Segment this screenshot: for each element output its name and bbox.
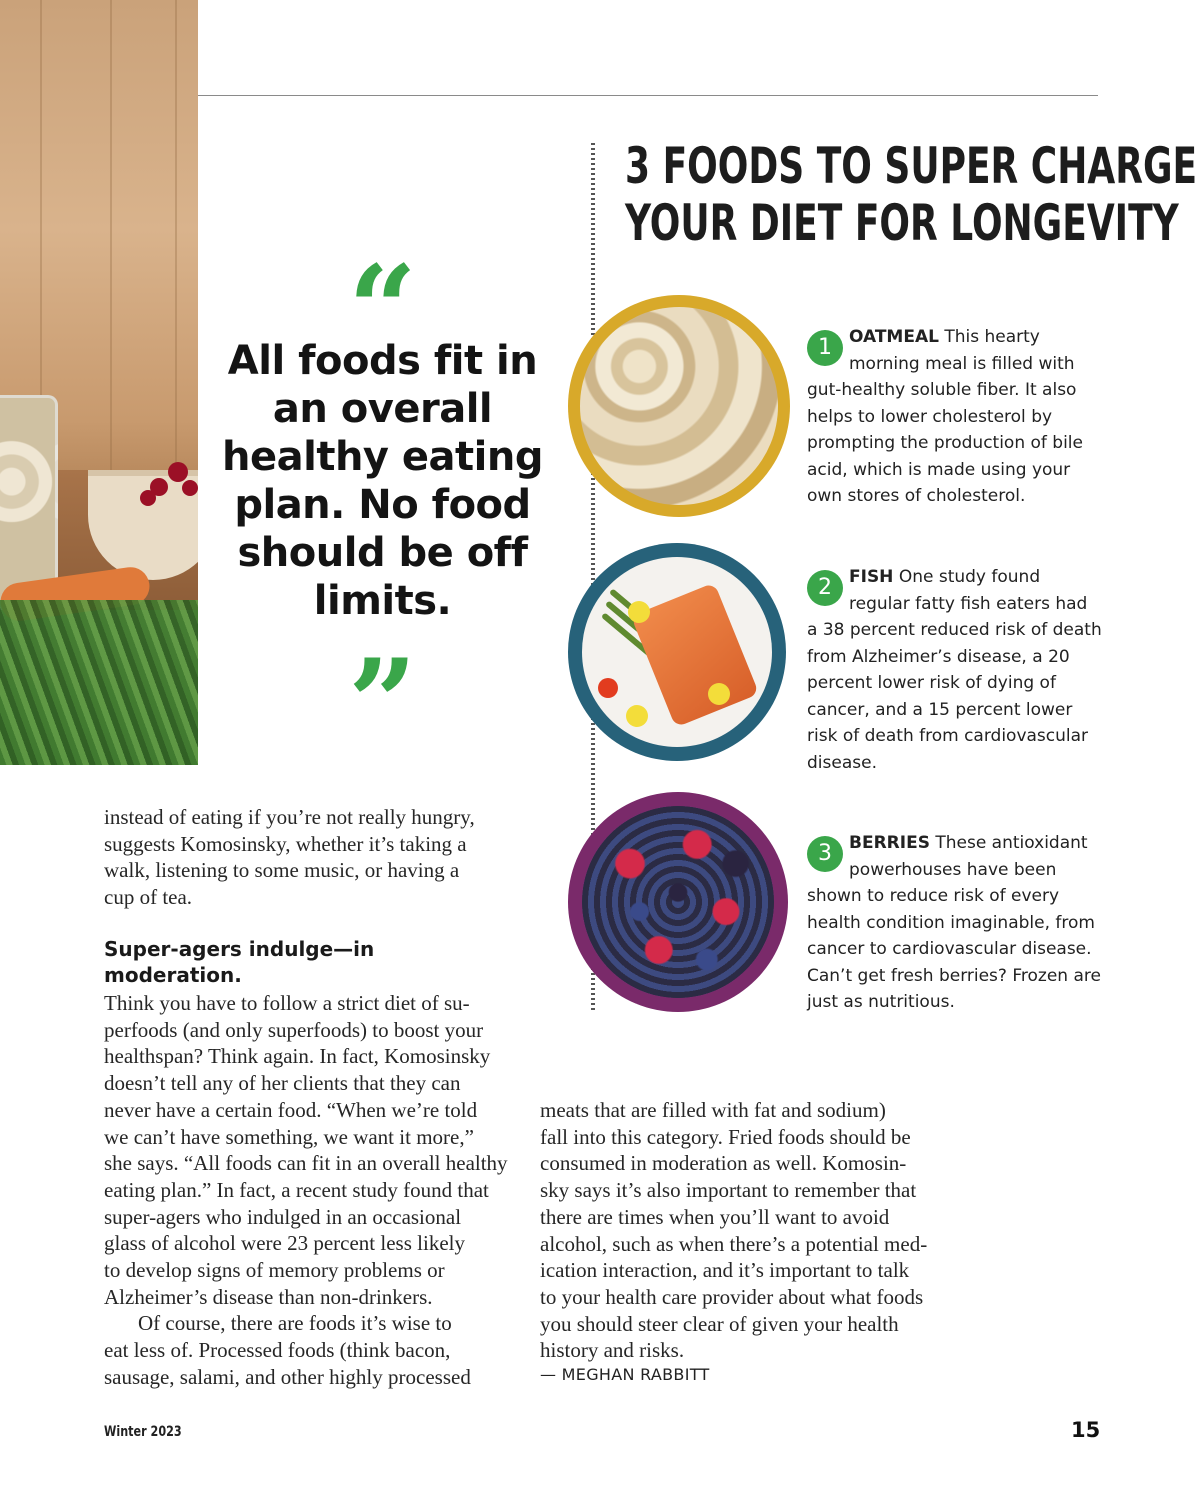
text-line: consumed in moderation as well. Komosin-: [540, 1151, 907, 1176]
text-line: eating plan.” In fact, a recent study found that: [104, 1177, 489, 1202]
text-line: healthspan? Think again. In fact, Komosinsky: [104, 1044, 491, 1069]
text-line: doesn’t tell any of her clients that they can: [104, 1071, 461, 1096]
text-line: there are times when you’ll want to avoid: [540, 1204, 890, 1229]
text-line: Of course, there are foods it’s wise to: [138, 1311, 452, 1336]
issue-label: Winter 2023: [104, 1424, 182, 1440]
text-line: cup of tea.: [104, 885, 193, 910]
salmon-plate-image: [568, 543, 786, 761]
food-name: FISH: [849, 567, 894, 587]
text-line: Think you have to follow a strict diet of su-: [104, 991, 470, 1015]
section-subhead: [104, 936, 524, 988]
text-line: we can’t have something, we want it more,”: [104, 1124, 474, 1149]
food-name: OATMEAL: [849, 327, 939, 347]
close-quote-icon: ”: [347, 633, 418, 774]
number-badge: 2: [807, 570, 843, 606]
text-line: she says. “All foods can fit in an overall healthy: [104, 1151, 508, 1176]
text-line: Alzheimer’s disease than non-drinkers.: [104, 1284, 433, 1309]
food-description: This hearty morning meal is filled with gut-healthy soluble fiber. It also helps to lower cholesterol by prompting the production of bile acid, which is made using your own stores of cholesterol.: [807, 327, 1083, 506]
pull-quote-text: All foods fit in an overall healthy eating plan. No food should be off limits.: [222, 338, 543, 624]
text-line: to your health care provider about what foods: [540, 1284, 924, 1309]
article-paragraph: [104, 990, 534, 1310]
text-line: sky says it’s also important to remember that: [540, 1178, 917, 1203]
food-item-berries: [807, 830, 1102, 1016]
article-paragraph: [104, 1310, 534, 1390]
text-line: meats that are filled with fat and sodium): [540, 1098, 886, 1122]
sidebar-title-line: 3 FOODS TO SUPER CHARGE: [625, 137, 1198, 195]
text-line: to develop signs of memory problems or: [104, 1258, 445, 1283]
food-name: BERRIES: [849, 833, 930, 853]
kitchen-photo: [0, 0, 198, 765]
pull-quote: [200, 239, 565, 774]
berries-bowl-image: [568, 792, 788, 1012]
top-rule: [198, 95, 1098, 96]
text-line: sausage, salami, and other highly processed: [104, 1364, 471, 1389]
subhead-line: moderation.: [104, 963, 242, 987]
food-description: These antioxidant powerhouses have been shown to reduce risk of every health condition imaginable, from cancer to cardiovascular disease. Can’t get fresh berries? Frozen are just as nutritious.: [807, 833, 1101, 1012]
number-badge: 3: [807, 836, 843, 872]
food-item-fish: [807, 564, 1102, 776]
article-column-right: [540, 1097, 970, 1364]
text-line: fall into this category. Fried foods should be: [540, 1124, 911, 1149]
page-number: 15: [1071, 1418, 1101, 1442]
text-line: alcohol, such as when there’s a potential med-: [540, 1231, 928, 1256]
text-line: instead of eating if you’re not really hungry,: [104, 805, 475, 829]
text-line: never have a certain food. “When we’re told: [104, 1097, 478, 1122]
text-line: ication interaction, and it’s important to talk: [540, 1258, 910, 1283]
text-line: perfoods (and only superfoods) to boost your: [104, 1017, 484, 1042]
oatmeal-bowl-image: [568, 295, 790, 517]
number-badge: 1: [807, 330, 843, 366]
food-item-oatmeal: [807, 324, 1102, 510]
subhead-line: Super-agers indulge—in: [104, 937, 375, 961]
text-line: super-agers who indulged in an occasional: [104, 1204, 462, 1229]
text-line: walk, listening to some music, or having a: [104, 858, 460, 883]
author-byline: — MEGHAN RABBITT: [540, 1365, 710, 1384]
text-line: history and risks.: [540, 1338, 685, 1363]
sidebar-title-line: YOUR DIET FOR LONGEVITY: [625, 194, 1179, 252]
article-column-left: [104, 990, 534, 1391]
text-line: suggests Komosinsky, whether it’s taking a: [104, 831, 467, 856]
text-line: eat less of. Processed foods (think bacon,: [104, 1338, 451, 1363]
sidebar-title: [625, 137, 1198, 252]
text-line: glass of alcohol were 23 percent less likely: [104, 1231, 465, 1256]
open-quote-icon: “: [347, 239, 418, 380]
article-paragraph: [104, 804, 534, 911]
text-line: you should steer clear of given your health: [540, 1311, 899, 1336]
food-description: One study found regular fatty fish eaters had a 38 percent reduced risk of death from Alzheimer’s disease, a 20 percent lower risk of dying of cancer, and a 15 percent lower risk of death from cardiovascular disease.: [807, 567, 1102, 773]
